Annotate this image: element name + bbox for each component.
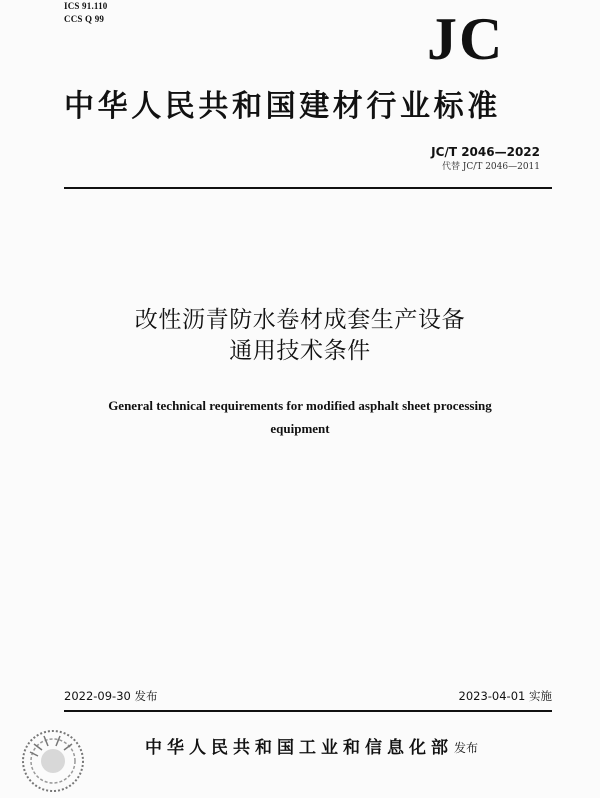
replaces-standard: 代替 JC/T 2046—2011 [441,162,540,172]
ccs-code: CCS Q 99 [64,14,105,24]
footer-divider [64,710,552,712]
jc-logo: JC [427,6,505,72]
chinese-title-line-1: 改性沥青防水卷材成套生产设备 [134,307,466,333]
publisher-name: 中华人民共和国工业和信息化部 [145,738,453,758]
seal-icon [20,728,86,794]
header-divider [64,187,552,189]
standard-category-title: 中华人民共和国建材行业标准 [64,89,501,124]
publish-label: 发布 [454,741,479,755]
ics-code: ICS 91.110 [64,1,108,11]
english-title-line-1: General technical requirements for modified asphalt sheet processing [108,398,492,413]
chinese-title-line-2: 通用技术条件 [229,338,371,364]
english-title-line-2: equipment [270,421,330,436]
standard-number: JC/T 2046—2022 [431,145,540,159]
implementation-date: 2023-04-01 实施 [458,689,552,703]
issue-date: 2022-09-30 发布 [64,689,158,703]
